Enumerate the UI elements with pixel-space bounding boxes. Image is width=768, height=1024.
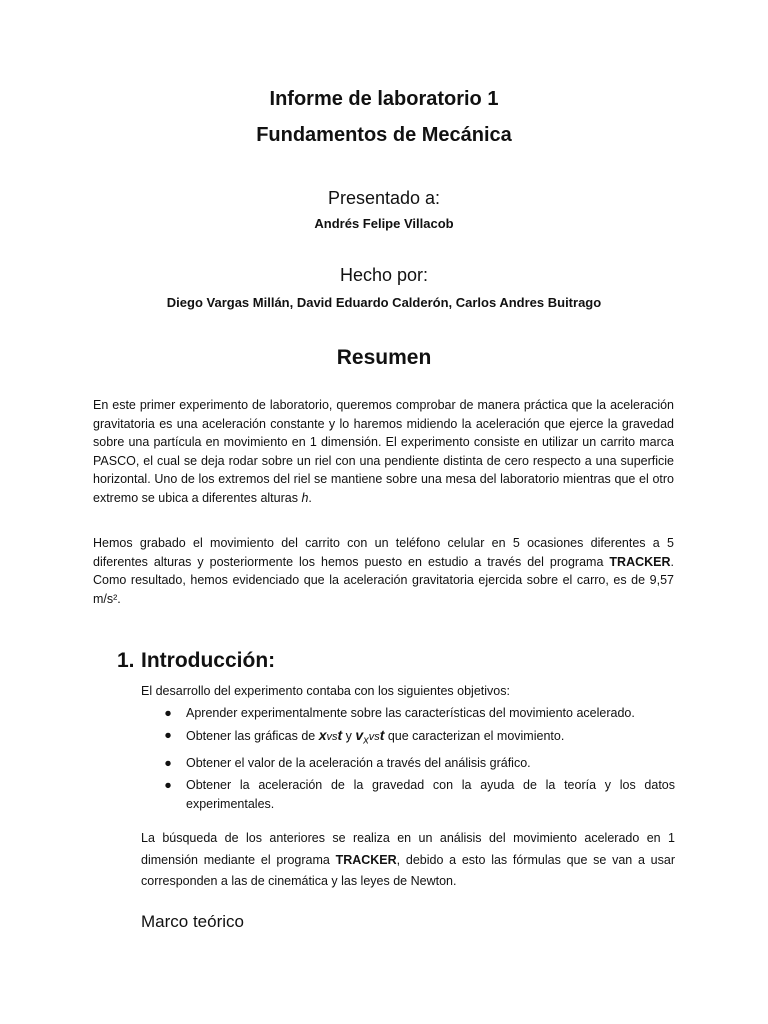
authors: Diego Vargas Millán, David Eduardo Calderón, Carlos Andres Buitrago [166, 295, 602, 310]
bullet-icon: ● [164, 728, 172, 742]
objectives-lead: El desarrollo del experimento contaba con los siguientes objetivos: [141, 684, 510, 698]
objective-2-text-a: Obtener las gráficas de [186, 729, 319, 743]
section-number: 1. [117, 649, 135, 672]
presented-to-name: Andrés Felipe Villacob [314, 216, 454, 231]
objective-1: Aprender experimentalmente sobre las características del movimiento acelerado. [186, 706, 635, 720]
report-title: Informe de laboratorio 1 [269, 88, 499, 110]
t-variable: t [337, 727, 343, 743]
closing-text-a: La búsqueda de los anteriores se realiza en un análisis del movimiento acelerado en 1 dimensión mediante el programa [141, 831, 675, 867]
objectives-list [161, 704, 675, 817]
x-subscript: x [363, 734, 369, 747]
intro-closing-paragraph [141, 828, 675, 893]
tracker-name: TRACKER [335, 852, 397, 867]
abstract-paragraph-1 [93, 396, 674, 507]
objective-2-text-b: que caracterizan el movimiento. [384, 729, 565, 743]
subsection-heading-marco-teorico: Marco teórico [141, 912, 244, 931]
bullet-icon: ● [164, 706, 172, 720]
objective-2 [186, 727, 565, 747]
abstract-p2-text-b: . Como resultado, hemos evidenciado que la aceleración gravitatoria ejercida sobre el carro, es de 9,57 m/s². [93, 554, 674, 606]
vs-label: vs [326, 731, 338, 743]
x-variable: x [318, 727, 327, 743]
presented-to-label: Presentado a: [327, 188, 441, 208]
abstract-p2-text-a: Hemos grabado el movimiento del carrito con un teléfono celular en 5 ocasiones diferentes a 5 diferentes alturas y posteriormente los hemos puesto en estudio a través del programa [93, 536, 674, 569]
list-item [161, 776, 675, 814]
bullet-icon: ● [164, 755, 172, 770]
closing-text-b: , debido a esto las fórmulas que se van a usar corresponden a las de cinemática y las leyes de Newton. [141, 852, 675, 888]
tracker-name: TRACKER [609, 554, 671, 569]
t-variable: t [379, 727, 385, 743]
abstract-p1-end: . [308, 490, 312, 505]
list-item [161, 754, 675, 773]
objective-3: Obtener el valor de la aceleración a través del análisis gráfico. [186, 755, 531, 770]
course-title: Fundamentos de Mecánica [256, 124, 512, 146]
objective-4: Obtener la aceleración de la gravedad con la ayuda de la teoría y los datos experimentales. [186, 777, 675, 811]
abstract-heading: Resumen [336, 346, 432, 369]
list-item [161, 726, 675, 751]
list-item [161, 704, 675, 723]
abstract-paragraph-2 [93, 534, 674, 608]
made-by-label: Hecho por: [339, 265, 429, 285]
abstract-p1-text: En este primer experimento de laboratorio, queremos comprobar de manera práctica que la aceleración gravitatoria es una aceleración constante y lo haremos midiendo la aceleración que ejerce la gravedad sobre una partícula en movimiento en 1 dimensión. El experimento consiste en utilizar un carrito marca PASCO, el cual se deja rodar sobre un riel con una pendiente distinta de cero respecto a una superficie horizontal. Uno de los extremos del riel se mantiene sobre una mesa del laboratorio mientras que el otro extremo se ubica a diferentes alturas [93, 398, 674, 505]
vs-label: vs [368, 731, 380, 743]
conjunction: y [342, 729, 356, 743]
section-title-introduccion: Introducción: [141, 649, 276, 672]
v-variable: v [355, 727, 364, 743]
height-variable: h [301, 490, 309, 505]
bullet-icon: ● [164, 777, 172, 792]
